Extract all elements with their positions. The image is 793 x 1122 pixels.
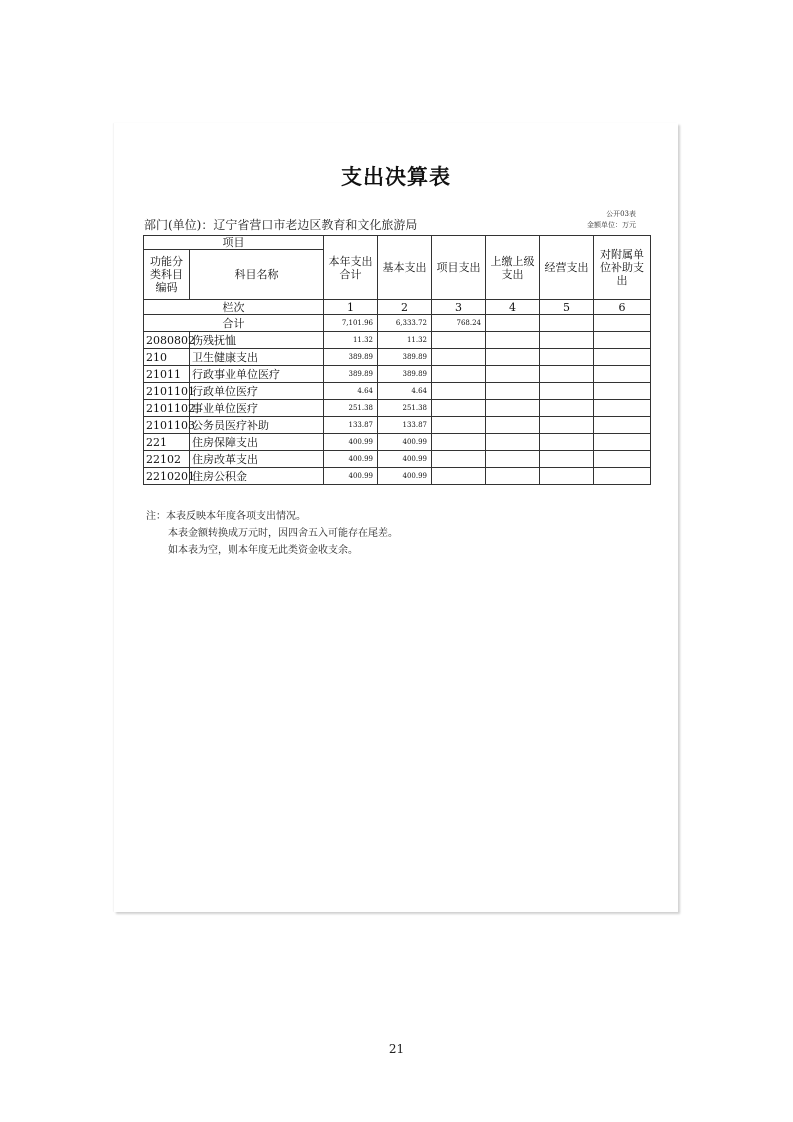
amount-unit: 金额单位：万元 <box>587 221 636 229</box>
row-value <box>486 468 540 485</box>
row-value <box>432 349 486 366</box>
row-value <box>594 417 651 434</box>
row-value <box>486 434 540 451</box>
column-number: 1 <box>324 300 378 315</box>
total-value: 7,101.96 <box>324 315 378 332</box>
row-value <box>540 400 594 417</box>
row-value: 389.89 <box>378 366 432 383</box>
table-row <box>144 451 651 468</box>
total-value <box>594 315 651 332</box>
row-value: 389.89 <box>324 366 378 383</box>
row-value <box>432 366 486 383</box>
table-row <box>144 366 651 383</box>
expenditure-table <box>143 235 651 485</box>
row-code: 221 <box>144 434 190 451</box>
row-code: 21011 <box>144 366 190 383</box>
row-value: 133.87 <box>378 417 432 434</box>
table-row <box>144 468 651 485</box>
row-value <box>432 400 486 417</box>
department-label: 部门(单位)：辽宁省营口市老边区教育和文化旅游局 <box>144 218 418 232</box>
column-number: 2 <box>378 300 432 315</box>
note-line: 如本表为空，则本年度无此类资金收支余。 <box>168 545 358 556</box>
table-number: 公开03表 <box>606 210 636 218</box>
header-col-1: 本年支出合计 <box>324 236 378 300</box>
row-value: 251.38 <box>378 400 432 417</box>
row-name: 公务员医疗补助 <box>190 417 324 434</box>
total-value: 6,333.72 <box>378 315 432 332</box>
header-col-2: 基本支出 <box>378 236 432 300</box>
row-value <box>432 383 486 400</box>
row-name: 住房保障支出 <box>190 434 324 451</box>
table-row <box>144 434 651 451</box>
row-value <box>432 434 486 451</box>
row-code: 2101103 <box>144 417 190 434</box>
row-code: 210 <box>144 349 190 366</box>
column-number: 3 <box>432 300 486 315</box>
row-value <box>432 332 486 349</box>
row-value <box>432 417 486 434</box>
row-value <box>540 366 594 383</box>
row-value: 389.89 <box>378 349 432 366</box>
row-value <box>594 400 651 417</box>
header-code: 功能分类科目编码 <box>144 250 190 300</box>
row-value: 251.38 <box>324 400 378 417</box>
row-code: 2210201 <box>144 468 190 485</box>
table-row <box>144 349 651 366</box>
row-code: 2101102 <box>144 400 190 417</box>
row-value: 400.99 <box>378 468 432 485</box>
total-value <box>486 315 540 332</box>
header-col-6: 对附属单位补助支出 <box>594 236 651 300</box>
row-value: 400.99 <box>324 451 378 468</box>
page-number: 21 <box>388 1042 405 1056</box>
row-value <box>594 451 651 468</box>
row-name: 行政事业单位医疗 <box>190 366 324 383</box>
row-name: 住房公积金 <box>190 468 324 485</box>
row-value: 400.99 <box>378 451 432 468</box>
row-value <box>540 434 594 451</box>
row-value <box>594 366 651 383</box>
table-row <box>144 417 651 434</box>
row-value <box>540 332 594 349</box>
column-number: 5 <box>540 300 594 315</box>
notes <box>146 508 398 559</box>
row-value <box>540 451 594 468</box>
row-code: 22102 <box>144 451 190 468</box>
row-value: 4.64 <box>378 383 432 400</box>
row-name: 卫生健康支出 <box>190 349 324 366</box>
row-value <box>540 417 594 434</box>
row-code: 2080802 <box>144 332 190 349</box>
total-value: 768.24 <box>432 315 486 332</box>
row-value: 400.99 <box>324 434 378 451</box>
total-value <box>540 315 594 332</box>
row-value <box>486 451 540 468</box>
row-value <box>486 366 540 383</box>
row-value <box>594 468 651 485</box>
table-meta <box>587 209 636 231</box>
row-value <box>486 400 540 417</box>
table-row <box>144 400 651 417</box>
document-title: 支出决算表 <box>341 165 451 189</box>
header-col-5: 经营支出 <box>540 236 594 300</box>
row-value: 11.32 <box>324 332 378 349</box>
row-name: 住房改革支出 <box>190 451 324 468</box>
column-number: 6 <box>594 300 651 315</box>
row-value: 133.87 <box>324 417 378 434</box>
row-value <box>594 349 651 366</box>
row-value: 400.99 <box>378 434 432 451</box>
row-value <box>594 434 651 451</box>
row-value <box>594 332 651 349</box>
total-label: 合计 <box>144 315 324 332</box>
row-value <box>432 451 486 468</box>
note-line: 本表金额转换成万元时，因四舍五入可能存在尾差。 <box>168 528 398 539</box>
row-value <box>486 349 540 366</box>
row-value <box>486 332 540 349</box>
row-value <box>486 417 540 434</box>
column-label: 栏次 <box>144 300 324 315</box>
row-value <box>486 383 540 400</box>
row-value: 4.64 <box>324 383 378 400</box>
header-col-3: 项目支出 <box>432 236 486 300</box>
document-sheet <box>114 123 678 912</box>
note-line: 注：本表反映本年度各项支出情况。 <box>146 511 306 522</box>
row-value <box>432 468 486 485</box>
row-value <box>540 349 594 366</box>
header-col-4: 上缴上级支出 <box>486 236 540 300</box>
row-name: 事业单位医疗 <box>190 400 324 417</box>
row-value <box>594 383 651 400</box>
header-name: 科目名称 <box>190 250 324 300</box>
row-code: 2101101 <box>144 383 190 400</box>
row-value: 389.89 <box>324 349 378 366</box>
table-row <box>144 332 651 349</box>
row-value <box>540 383 594 400</box>
row-value <box>540 468 594 485</box>
row-name: 伤残抚恤 <box>190 332 324 349</box>
table-row <box>144 383 651 400</box>
header-item: 项目 <box>144 236 324 250</box>
row-value: 11.32 <box>378 332 432 349</box>
row-value: 400.99 <box>324 468 378 485</box>
row-name: 行政单位医疗 <box>190 383 324 400</box>
column-number: 4 <box>486 300 540 315</box>
